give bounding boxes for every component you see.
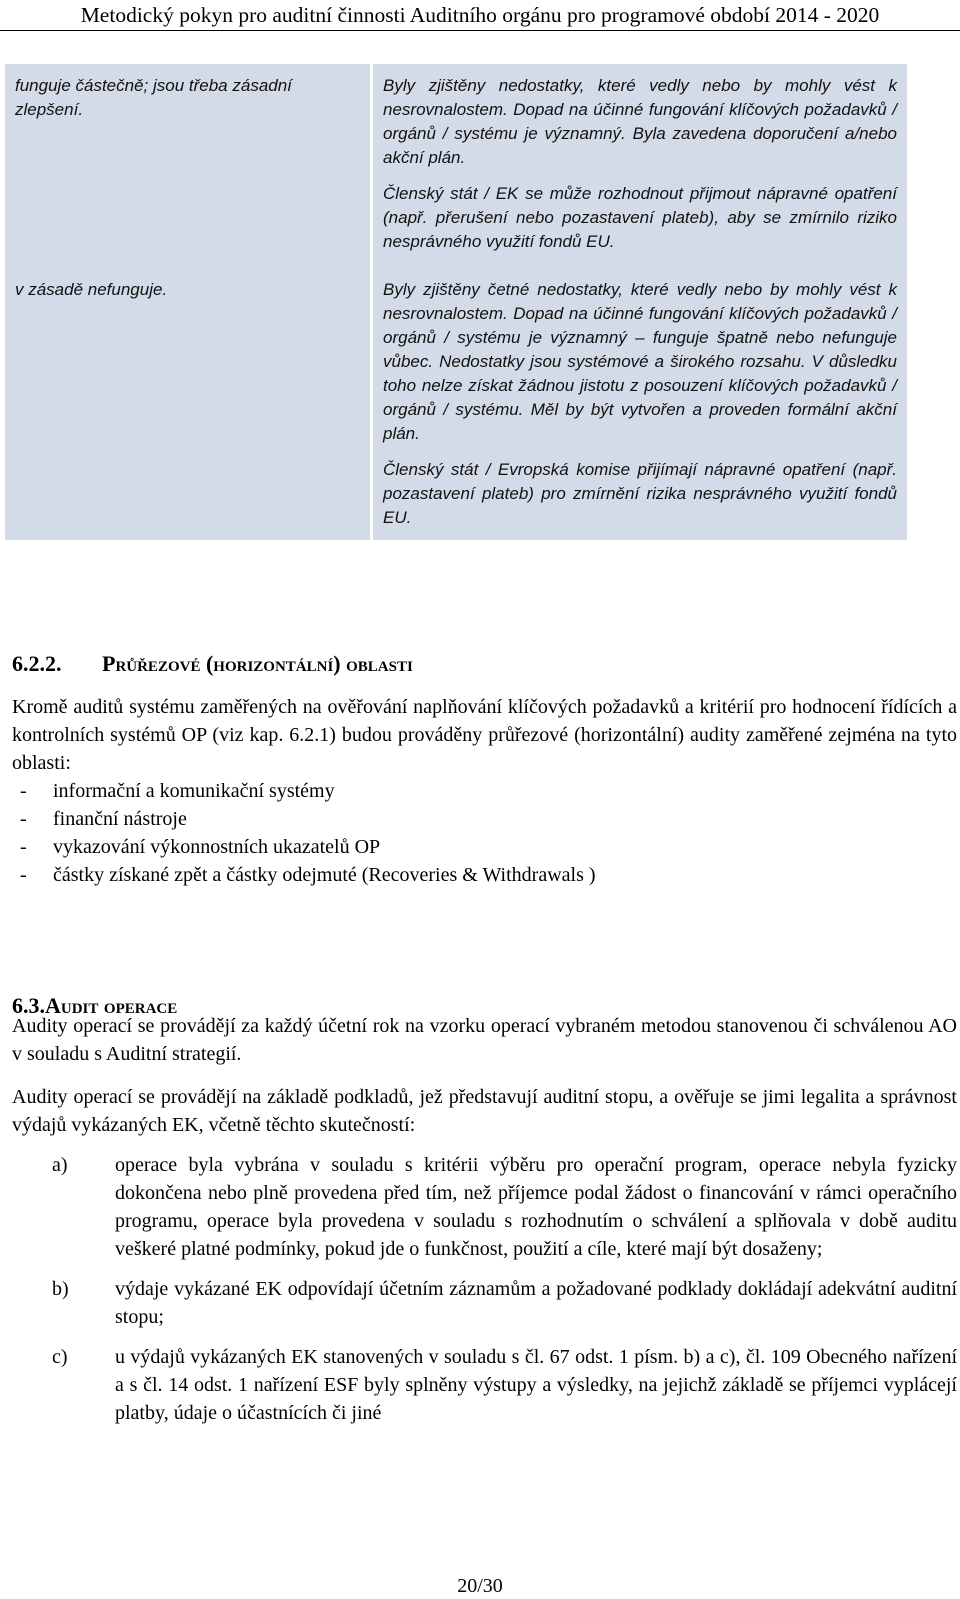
list-item-text: částky získané zpět a částky odejmuté (Recoveries & Withdrawals ): [53, 864, 596, 886]
section-title: Průřezové (horizontální) oblasti: [102, 651, 413, 676]
assessment-table: [2, 64, 910, 540]
list-item: [20, 833, 596, 861]
section-number: 6.3.: [12, 993, 45, 1018]
table-cell-category: [5, 64, 370, 264]
table-cell-category: [5, 264, 370, 540]
list-item-text: operace byla vybrána v souladu s kritérii výběru pro operační program, operace nebyla fyzicky dokončena nebo plně provedena před tím, než příjemce podal žádost o financování v rámci operačního programu, operace byla provedena v souladu s rozhodnutím o schválení a splňovala v době auditu veškeré platné podmínky, pokud jde o funkčnost, použití a cíle, které mají být dosaženy;: [115, 1154, 957, 1260]
list-item-label: a): [52, 1154, 68, 1176]
list-item-text: u výdajů vykázaných EK stanovených v souladu s čl. 67 odst. 1 písm. b) a c), čl. 109 Obecného nařízení a s čl. 14 odst. 1 nařízení ESF byly splněny výstupy a výsledky, na jejichž základě se příjemci vyplácejí platby, údaje o účastnících či jiné: [115, 1346, 957, 1424]
list-item-label: c): [52, 1346, 68, 1368]
list-item-text: výdaje vykázané EK odpovídají účetním záznamům a požadované podklady dokládají adekvátní auditní stopu;: [115, 1278, 957, 1328]
dash-bullet: -: [20, 836, 27, 858]
list-item-text: informační a komunikační systémy: [53, 780, 335, 802]
section-title: Audit operace: [45, 993, 178, 1018]
section-intro-paragraph: Kromě auditů systému zaměřených na ověřování naplňování klíčových požadavků a kritérií pro hodnocení řídících a kontrolních systémů OP (viz kap. 6.2.1) budou prováděny průřezové (horizontální) audity zaměřené zejména na tyto oblasti:: [12, 696, 957, 774]
dash-bullet: -: [20, 864, 27, 886]
category-text: v zásadě nefunguje.: [15, 280, 168, 299]
table-cell-description: [373, 264, 907, 540]
table-row: [5, 264, 907, 540]
section-number: 6.2.2.: [12, 651, 62, 676]
section-heading-6-2-2: [12, 650, 413, 678]
audit-areas-list: [20, 777, 596, 889]
table-row: [5, 64, 907, 264]
list-item-text: vykazování výkonnostních ukazatelů OP: [53, 836, 381, 858]
list-item: [20, 861, 596, 889]
description-paragraph: Byly zjištěny nedostatky, které vedly nebo by mohly vést k nesrovnalostem. Dopad na účinné fungování klíčových požadavků / orgánů / systému je významný. Byla zavedena doporučení a/nebo akční plán.: [383, 76, 897, 167]
page-number: 20/30: [457, 1575, 503, 1597]
category-text: funguje částečně; jsou třeba zásadní zlepšení.: [15, 76, 292, 119]
list-item-label: b): [52, 1278, 69, 1300]
page-header: [0, 0, 960, 31]
dash-bullet: -: [20, 808, 27, 830]
operations-audit-paragraph: Audity operací se provádějí na základě podkladů, jež představují auditní stopu, a ověřuje se jimi legalita a správnost výdajů vykázaných EK, včetně těchto skutečností:: [12, 1086, 957, 1136]
verification-list: [12, 1151, 957, 1439]
dash-bullet: -: [20, 780, 27, 802]
description-paragraph: Byly zjištěny četné nedostatky, které vedly nebo by mohly vést k nesrovnalostem. Dopad na účinné fungování klíčových požadavků / orgánů / systému je významný – funguje špatně nebo nefunguje vůbec. Nedostatky jsou systémové a širokého rozsahu. V důsledku toho nelze získat žádnou jistotu z posouzení klíčových požadavků / orgánů / systému. Měl by být vytvořen a proveden formální akční plán.: [383, 280, 897, 443]
list-item: [12, 1151, 957, 1263]
operations-audit-paragraph: Audity operací se provádějí za každý účetní rok na vzorku operací vybraném metodou stanovenou či schválenou AO v souladu s Auditní strategií.: [12, 1015, 957, 1065]
description-paragraph: Členský stát / EK se může rozhodnout přijmout nápravné opatření (např. přerušení nebo pozastavení plateb), aby se zmírnilo riziko nesprávného využití fondů EU.: [383, 184, 897, 251]
list-item: [20, 777, 596, 805]
description-paragraph: Členský stát / Evropská komise přijímají nápravné opatření (např. pozastavení plateb) pro zmírnění rizika nesprávného využití fondů EU.: [383, 460, 897, 527]
list-item-text: finanční nástroje: [53, 808, 187, 830]
table-cell-description: [373, 64, 907, 264]
list-item: [12, 1343, 957, 1427]
list-item: [20, 805, 596, 833]
list-item: [12, 1275, 957, 1331]
document-title: Metodický pokyn pro auditní činnosti Auditního orgánu pro programové období 2014 - 2020: [80, 3, 880, 27]
